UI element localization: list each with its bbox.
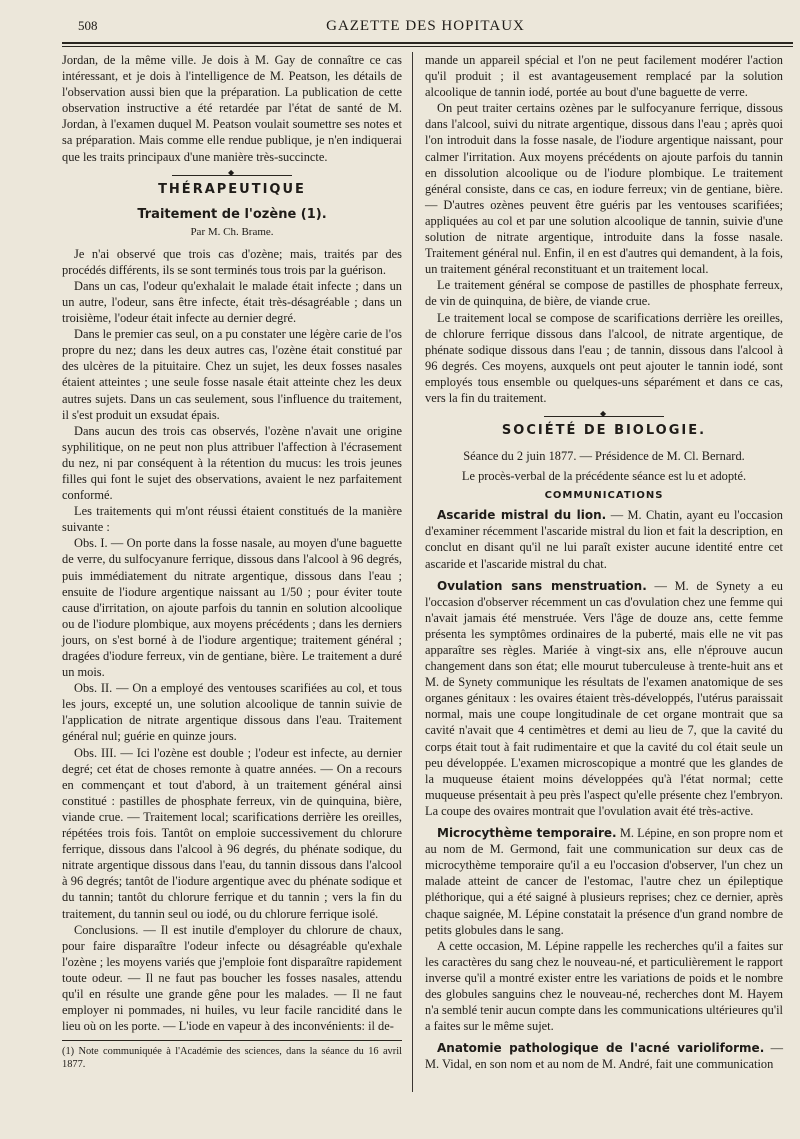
runin-title: Anatomie pathologique de l'acné varioliforme.	[437, 1041, 765, 1056]
section-title-therapeutique: THÉRAPEUTIQUE	[158, 181, 306, 197]
footnote: (1) Note communiquée à l'Académie des sciences, dans la séance du 16 avril 1877.	[62, 1046, 402, 1071]
paragraph: A cette occasion, M. Lépine rappelle les recherches qu'il a faites sur les caractères du sang chez le nouveau-né, et particulièrement le rapport inverse qu'il a montré exister entre les variations de poids et le nombre des globules sanguins chez le nouveau-né, recherches dont M. Hayem n'a semblé tenir aucun compte dans les communications ultérieures qu'il a faites sur le même sujet.	[425, 938, 783, 1034]
paragraph: On peut traiter certains ozènes par le sulfocyanure ferrique, dissous dans l'alcool, suivi du nitrate argentique, dissous dans l'eau ; après quoi l'on introduit dans la fosse nasale, de l'iodure argentique naissant, pour calmer l'irritation. Aux moyens précédents on ajoute parfois du tannin en dissolution alcoolique ou de l'iodure plombique. Le traitement général consiste, dans ce cas, en iodure ferreux; vin de gentiane, bière. — D'autres ozènes peuvent être guéris par les ventouses scarifiées; appliquées au col et par une solution alcoolique de tannin, suivie d'une solution de nitrate argentique, introduite dans la fosse nasale. Traitement général nul. Enfin, il en est d'autres qui demandent, à la fois, un traitement général reconstituant et un traitement local.	[425, 101, 783, 277]
runin-title: Ovulation sans menstruation.	[437, 578, 647, 593]
paragraph: mande un appareil spécial et l'on ne peut facilement modérer l'action qu'il produit ; il est avantageusement remplacé par la solution alcoolique de tannin iodé, portée au bout d'une baguette de verre.	[425, 53, 783, 100]
section-title-biologie: SOCIÉTÉ DE BIOLOGIE.	[501, 423, 707, 439]
communication-text: — M. Chatin, ayant eu l'occasion d'examiner récemment l'ascaride mistral du lion et fait la description, en conclut en disant qu'il ne lui paraît exister aucune identité entre cet ascaride et l'ascaride mistral du chat.	[425, 508, 784, 571]
communication-ascaride	[425, 507, 783, 571]
ornament-rule	[172, 175, 292, 176]
proces-verbal-line: Le procès-verbal de la précédente séance est lu et adopté.	[461, 469, 747, 484]
paragraph: Le traitement local se compose de scarifications derrière les oreilles, de chlorure ferrique dissous dans l'alcool, de nitrate argentique, de phénate sodique dissous dans l'eau ; de tannin, dissous dans l'alcool à 96 degrés. Ces moyens, auxquels ont peut ajouter le tannin iodé, sont employés tous ensemble ou quelques-uns séparément et dans ce cas, vers la fin du traitement.	[425, 310, 783, 405]
byline: Par M. Ch. Brame.	[190, 225, 274, 238]
communications-heading: COMMUNICATIONS	[544, 490, 664, 502]
paragraph: Dans aucun des trois cas observés, l'ozène n'avait une origine syphilitique, on ne peut non plus attribuer l'affection à l'écrasement du nez, ni par conséquent à la rétention du mucus: les trois jeunes filles qui font le sujet des observations, avaient le nez parfaitement conformé.	[62, 423, 402, 503]
seance-line: Séance du 2 juin 1877. — Présidence de M. Cl. Bernard.	[463, 449, 745, 464]
communication-text: — M. de Synety a eu l'occasion d'observer récemment un cas d'ovulation chez une femme qui n'avait jamais été menstruée. Vers l'âge de douze ans, cette femme présenta les symptômes ordinaires de la puberté, mais elle ne vit pas apparaître ses règles. Mariée à vingt-six ans, elle n'éprouve aucun changement dans son état; elle mourut tuberculeuse à trente-huit ans et M. de Synety communique les résultats de l'examen anatomique de ses organes génitaux : les ovaires étaient très-développés, l'utérus paraissait normal, mais une coupe longitudinale de cet organe montrait que sa cavité n'avait que 4 centimètres et demi au lieu de 7, que la cavité du corps était tout à fait rudimentaire et que la cavité du col était seule un peu développée. L'examen microscopique a montré que les glandes de la muqueuse étaient moins développées qu'à l'état normal; cette muqueuse présentait à peu près l'aspect qu'elle présente chez l'embryon. La coupe des ovaires montrait que l'ovulation avait été très-active.	[425, 578, 783, 818]
conclusions: Conclusions. — Il est inutile d'employer du chlorure de chaux, pour faire disparaître l'odeur infecte ou désagréable qu'exhale l'ozène ; les moyens variés que j'emploie font disparaître rapidement toute odeur. — Il ne faut pas boucher les fosses nasales, attendu qu'il en résulte une grande gêne pour les malades. — Il ne faut employer ni pommades, ni huiles, vu leur facile rancidité dans le lieu où on les porte. — L'iode en vapeur à des inconvénients: il de-	[62, 922, 402, 1034]
paragraph: Je n'ai observé que trois cas d'ozène; mais, traités par des procédés différents, ils se sont terminés tous trois par la guérison.	[62, 246, 402, 277]
right-column	[425, 52, 783, 1072]
ornament-rule	[544, 416, 664, 417]
column-divider	[412, 52, 413, 1092]
observation-3: Obs. III. — Ici l'ozène est double ; l'odeur est infecte, au dernier degré; cet état de choses remonte à quatre années. — On a recours en commençant et tout d'abord, à un traitement général ainsi constitué : pastilles de phosphate ferreux, vin de quinquina, bière, viande crue. — Traitement local; scarifications derrière les oreilles, répétées trois fois. Tantôt on emploie successivement du chlorure ferrique, dissous dans l'alcool à 96 degrés, du phénate sodique, du nitrate argentique dissous dans l'eau, du tannin dissous dans l'alcool à 96 degrés; tantôt de l'iodure argentique avec du phénate sodique et du tannin; tantôt du chlorure ferrique et du tannin ; vers la fin du traitement, du tannin seul ou iodé, ou du chlorure ferrique isolé.	[62, 745, 402, 921]
runin-title: Microcythème temporaire.	[437, 826, 617, 841]
page-number: 508	[78, 18, 98, 33]
communication-text: — M. Vidal, en son nom et au nom de M. André, fait une communication	[425, 1041, 783, 1072]
header-rule-thin	[62, 46, 793, 47]
communication-ovulation	[425, 578, 783, 819]
paragraph: Le traitement général se compose de pastilles de phosphate ferreux, de vin de quinquina, de bière, de viande crue.	[425, 278, 783, 309]
header-rule	[62, 42, 793, 44]
runin-title: Ascaride mistral du lion.	[437, 508, 607, 523]
communication-microcytheme	[425, 825, 783, 938]
footnote-rule	[62, 1040, 402, 1041]
page-header	[58, 16, 793, 42]
paragraph: Dans un cas, l'odeur qu'exhalait le malade était infecte ; dans un un autre, l'odeur, sans être infecte, était très-désagréable ; dans un troisième, l'odeur était infecte au dernier degré.	[62, 278, 402, 326]
communication-text: M. Lépine, en son propre nom et au nom de M. Germond, fait une communication sur deux cas de microcythème temporaire qu'il a eu l'occasion d'observer, l'un chez un malade atteint de cancer de l'estomac, l'autre chez un épileptique pléthorique, qui a été saigné à plusieurs reprises; chez ce dernier, après chaque saignée, M. Lépine constatait la présence d'un grand nombre de petits globules dans le sang.	[425, 826, 783, 937]
journal-title: GAZETTE DES HOPITAUX	[326, 18, 525, 34]
observation-2: Obs. II. — On a employé des ventouses scarifiées au col, et tous les jours, excepté un, une solution alcoolique de tannin suivie de l'application de nitrate argentique dissous dans l'eau. Traitement général nul; guérie en quinze jours.	[62, 681, 402, 744]
intro-paragraph: Jordan, de la même ville. Je dois à M. Gay de connaître ce cas intéressant, et je dois à l'intelligence de M. Peatson, les détails de l'observation aussi bien que la préparation. La publication de cette observation instructive a été retardée par l'état de santé de M. Jordan, à l'examen duquel M. Peatson voulait soumettre ses notes et sa préparation. Mais comme elle rendue publique, je n'en indiquerai que les traits principaux d'une manière très-succincte.	[62, 53, 402, 164]
observation-1: Obs. I. — On porte dans la fosse nasale, au moyen d'une baguette de verre, du sulfocyanure ferrique, dissous dans l'alcool à 96 degrés, puis immédiatement du nitrate argentique, dissous dans l'eau ; ensuite de l'iodure argentique naissant au 1/50 ; pour éviter toute cause d'irritation, on ajoute parfois du tannin en solution alcoolique ou de l'iodure plombique, aux moyens précédents ; dans les derniers jours, on s'est borné à de l'iodure argentique; traitement général ; dragées d'iodure ferreux, vin de gentiane, bière. Le traitement a duré un mois.	[62, 536, 402, 680]
article-title: Traitement de l'ozène (1).	[137, 206, 327, 222]
paragraph: Les traitements qui m'ont réussi étaient constitués de la manière suivante :	[62, 504, 402, 535]
paragraph: Dans le premier cas seul, on a pu constater une légère carie de l'os propre du nez; dans les deux autres cas, l'ozène était constitué par des ulcères de la pituitaire. Chez un sujet, les deux fosses nasales étaient atteintes ; une seule fosse nasale était atteinte chez les deux autres sujets. Dans un cas seulement, sous l'influence du traitement, il s'est produit un exsudat épais.	[62, 327, 402, 422]
communication-acne	[425, 1040, 783, 1072]
left-column	[62, 52, 402, 1071]
